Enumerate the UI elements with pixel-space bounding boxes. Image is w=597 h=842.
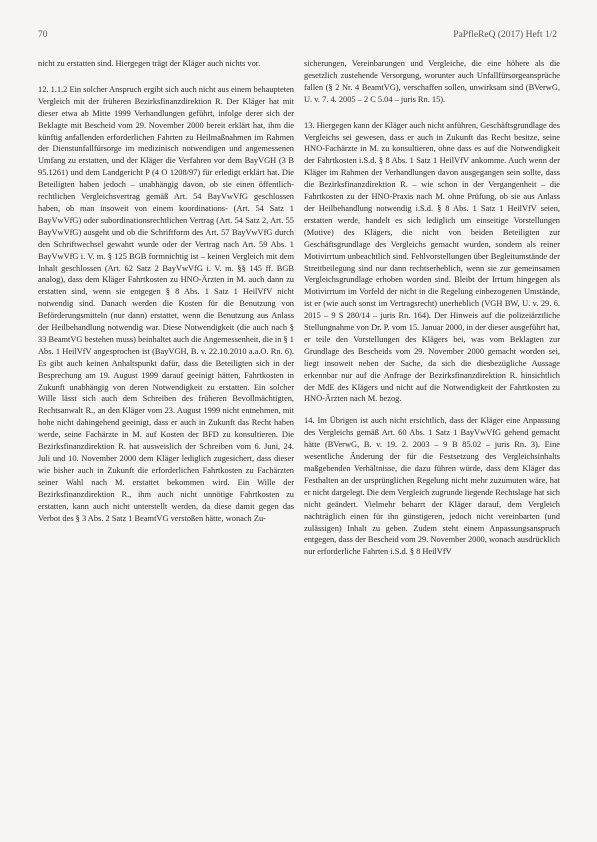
paragraph: nicht zu erstatten sind. Hiergegen trägt der Kläger auch nichts vor. xyxy=(38,59,261,68)
paragraph: 12. 1.1.2 Ein solcher Anspruch ergibt sich auch nicht aus einem behaupteten Vergleich mit der früheren Bezirksfinanzdirektion R. Der Kläger hat mit dieser etwa ab Mitte 1999 Verhandlungen geführt, infolge derer sich der Beklagte mit Bescheid vom 29. November 2000 bereit erklärt hat, ihm die künftig anfallenden erforderlichen Fahrten zu Heilmaßnahmen im Rahmen der Dienstunfallfürsorge im medizinisch notwendigen und angemessenen Umfang zu erstatten, und der Kläger die Verfahren vor dem BayVGH (3 B 95.1261) und dem Landgericht P (4 O 1208/97) für erledigt erklärt hat. Die Beteiligten haben jedoch – unabhängig davon, ob sie einen öffentlich-rechtlichen Vergleichsvertrag gemäß Art. 54 BayVwVfG geschlossen haben, ob man insoweit von einem koordinations- (Art. 54 Satz 1 BayVwVfG) oder subordinationsrechtlichen Vertrag (Art. 54 Satz 2, Art. 55 BayVwVfG) ausgeht und ob die Schriftform des Art. 57 BayVwVfG durch den Schriftwechsel gewahrt wurde oder der Vertrag nach Art. 59 Abs. 1 BayVwVfG i. V. m. § 125 BGB formnichtig ist – keinen Vergleich mit dem Inhalt geschlossen (Art. 62 Satz 2 BayVwVfG i. V. m. §§ 145 ff. BGB analog), dass dem Kläger Fahrtkosten zu HNO-Ärzten in M. auch dann zu erstatten sind, wenn sie entgegen § 8 Abs. 1 Satz 1 HeilVfV nicht notwendig sind. Danach werden die Kosten für die Benutzung von Beförderungsmitteln (nur dann) erstattet, wenn die Benutzung aus Anlass der Heilbehandlung notwendig war. Diese Notwendigkeit (die auch nach § 33 BeamtVG bestehen muss) beinhaltet auch die Angemessenheit, die in § 1 Abs. 1 HeilVfV angesprochen ist (BayVGH, B. v. 22.10.2010 a.a.O. Rn. 6). Es gibt auch keinen Anhaltspunkt dafür, dass die Beteiligten sich in der Besprechung am 19. August 1999 darauf geeinigt hätten, Fahrtkosten in Zukunft unabhängig von deren Notwendigkeit zu erstatten. Ein solcher Wille lässt sich auch dem Schreiben des früheren Bevollmächtigten, Rechtsanwalt R., an den Kläger vom 23. August 1999 nicht entnehmen, mit hohe nicht dahingehend geeinigt, dass er auch in Zukunft das Recht haben werde, seine Fachärzte in M. auf Kosten der BFD zu konsultieren. Die Bezirksfinanzdirektion R. hat ausweislich der Schreiben vom 6. Juni, 24. Juli und 10. November 2000 dem Kläger lediglich zugesichert, dass dieser wie bisher auch in Zukunft die erforderlichen Fahrtkosten zu Fachärzten seiner Wahl nach M. erstattet bekommen wird. Ein Wille der Bezirksfinanzdirektion R., ihm auch nicht unnötige Fahrtkosten zu erstatten, kann auch nicht unterstellt werden, da diese damit gegen das Verbot des § 3 Abs. 2 Satz 1 BeamtVG verstoßen hätte, wonach Zu- xyxy=(38,84,294,523)
paragraph: sicherungen, Vereinbarungen und Vergleiche, die eine höhere als die gesetzlich zustehende Versorgung, worunter auch Unfallfürsorgeansprüche fallen (§ 2 Nr. 4 BeamtVG), verschaffen sollen, unwirksam sind (BVerwG, U. v. 7. 4. 2005 – 2 C 5.04 – juris Rn. 15). xyxy=(304,59,560,104)
paragraph: 13. Hiergegen kann der Kläger auch nicht anführen, Geschäftsgrundlage des Vergleichs sei gewesen, dass er auch in Zukunft das Recht besitze, seine HNO-Fachärzte in M. zu konsultieren, ohne dass es auf die Notwendigkeit der Fahrtkosten i.S.d. § 8 Abs. 1 Satz 1 HeilVfV ankomme. Auch wenn der Kläger im Rahmen der Verhandlungen davon ausgegangen sein sollte, dass die Bezirksfinanzdirektion R. – wie schon in der Vergangenheit – die Fahrtkosten zu der HNO-Praxis nach M. ohne Prüfung, ob sie aus Anlass der Heilbehandlung notwendig i.S.d. § 8 Abs. 1 Satz 1 HeilVfV seien, erstatten werde, handelt es sich lediglich um einseitige Vorstellungen (Motive) des Klägers, die nicht von beiden Beteiligten zur Geschäftsgrundlage des Vergleichs gemacht wurden, sondern als reiner Motivirrtum unbeachtlich sind. Fehlvorstellungen über Begleitumstände der Streitbeilegung sind nur dann rechtserheblich, wenn sie zur gemeinsamen Vergleichsgrundlage erhoben worden sind. Bleibt der Irrtum hingegen als Motivirrtum im Vorfeld der nicht in die Regelung einbezogenen Umstände, ist er (wie auch sonst im Vertragsrecht) unerheblich (VGH BW, U. v. 29. 6. 2015 – 9 S 280/14 – juris Rn. 164). Der Hinweis auf die polizeiärztliche Stellungnahme von Dr. P. vom 15. Januar 2000, in der dieser ausgeführt hat, er teile den Vorstellungen des Klägers bei, was vom Beklagten zur Grundlage des Bescheids vom 29. November 2000 gemacht worden sei, liegt insoweit neben der Sache, da sich die diesbezügliche Aussage erkennbar nur auf die Anfrage der Bezirksfinanzdirektion R. hinsichtlich der MdE des Klägers und nicht auf die Notwendigkeit der Fahrtkosten zu HNO-Ärzten nach M. bezog. xyxy=(304,120,560,404)
page-number: 70 xyxy=(38,30,48,40)
paragraph: 14. Im Übrigen ist auch nicht ersichtlich, dass der Kläger eine Anpassung des Vergleichs gemäß Art. 60 Abs. 1 Satz 1 BayVwVfG gehend gemacht hätte (BVerwG, B. v. 19. 2. 2003 – 9 B 85.02 – juris Rn. 3). Eine wesentliche Änderung der für die Festsetzung des Vergleichsinhalts maßgebenden Verhältnisse, die dazu führen würde, dass dem Kläger das Festhalten an der ursprünglichen Regelung nicht mehr zuzumuten wäre, hat er nicht dargelegt. Die dem Vergleich zugrunde liegende Rechtslage hat sich nicht geändert. Vielmehr beharrt der Kläger darauf, dem Vergleich nachträglich einen für ihn günstigeren, jedoch nicht vereinbarten (und zulässigen) Inhalt zu geben. Zudem steht einem Anpassungsanspruch entgegen, dass der Bescheid vom 29. November 2000, wonach ausdrücklich nur erforderliche Fahrten i.S.d. § 8 HeilVfV xyxy=(304,416,560,557)
left-column xyxy=(38,58,294,534)
journal-header: PaPfleReQ (2017) Heft 1/2 xyxy=(453,30,557,40)
right-column xyxy=(304,58,560,568)
